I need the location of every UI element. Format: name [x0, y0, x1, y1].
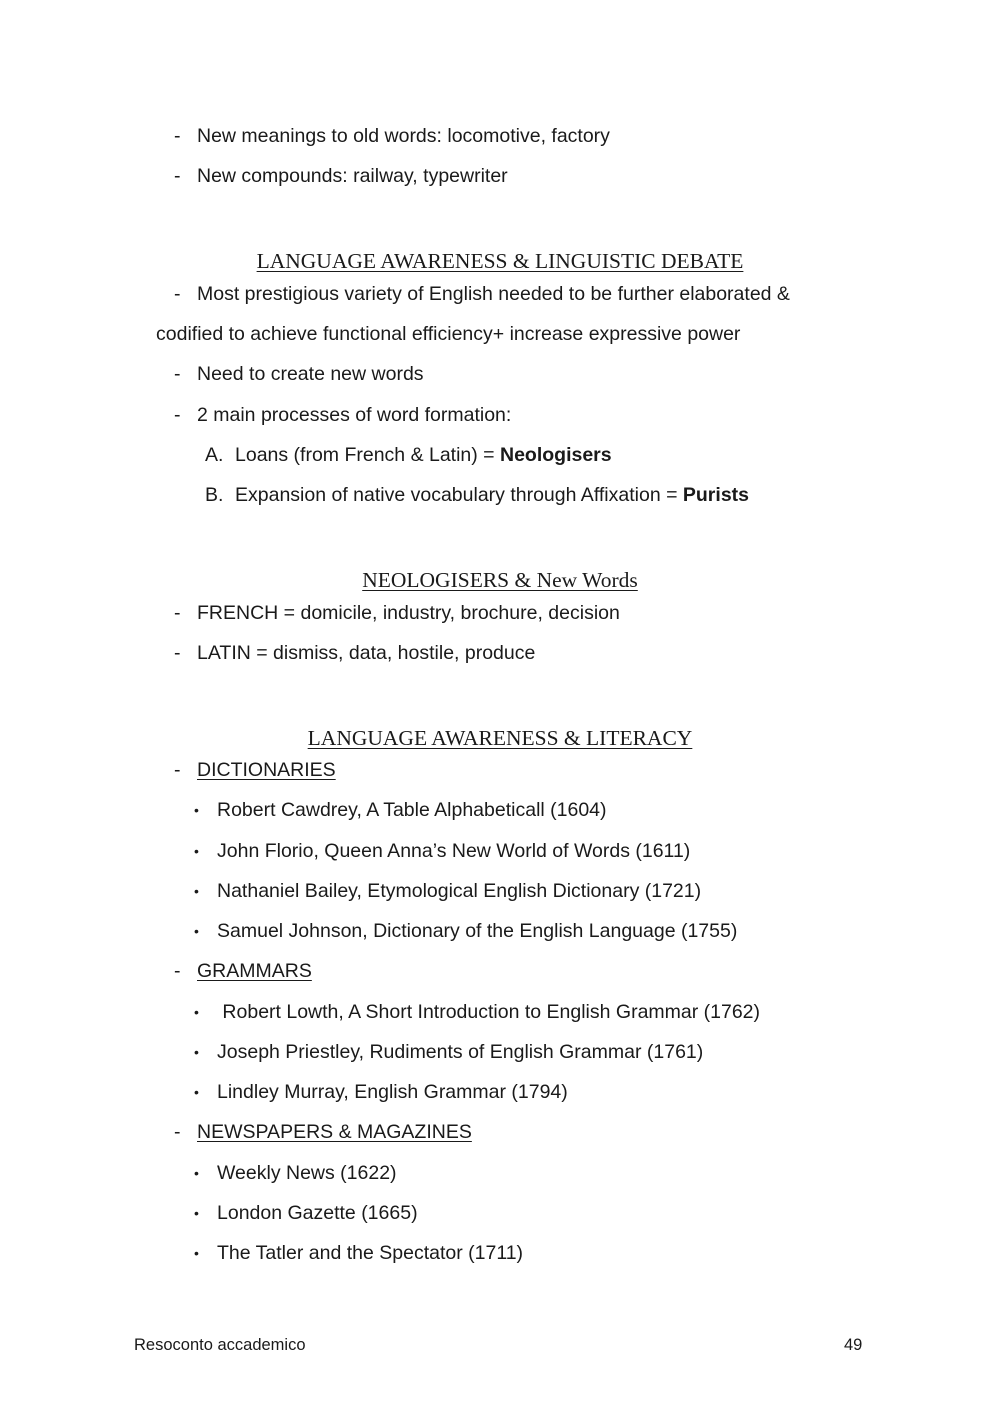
list-item-text: New compounds: railway, typewriter	[197, 165, 508, 187]
bullet-item-text: John Florio, Queen Anna’s New World of Words (1611)	[217, 840, 691, 862]
bullet-item-text: Nathaniel Bailey, Etymological English Dictionary (1721)	[217, 880, 702, 902]
dash-marker: -	[174, 283, 181, 305]
dash-marker: -	[174, 165, 181, 187]
list-item-text: New meanings to old words: locomotive, factory	[197, 125, 610, 147]
group-title: NEWSPAPERS & MAGAZINES	[197, 1121, 472, 1143]
alpha-marker: A.	[205, 444, 224, 466]
bold-term: Purists	[682, 484, 749, 506]
bullet-icon: •	[194, 1004, 199, 1020]
section-heading-text: LANGUAGE AWARENESS & LINGUISTIC DEBATE	[256, 249, 744, 273]
bullet-item-text: Weekly News (1622)	[217, 1162, 397, 1184]
bullet-item-text: Samuel Johnson, Dictionary of the English Language (1755)	[217, 920, 738, 942]
paragraph-line: codified to achieve functional efficiency+ increase expressive power	[156, 323, 741, 345]
page-number: 49	[844, 1336, 863, 1354]
section-heading	[0, 248, 1000, 274]
list-item-text: LATIN = dismiss, data, hostile, produce	[197, 642, 536, 664]
bullet-icon: •	[194, 802, 199, 818]
group-title: DICTIONARIES	[197, 759, 336, 781]
bullet-item-text: Lindley Murray, English Grammar (1794)	[217, 1081, 568, 1103]
section-heading-text: NEOLOGISERS & New Words	[362, 568, 638, 592]
bullet-icon: •	[194, 1205, 199, 1221]
bullet-item-text: Joseph Priestley, Rudiments of English Grammar (1761)	[217, 1041, 704, 1063]
sub-list-item-text	[235, 483, 749, 507]
bullet-icon: •	[194, 1245, 199, 1261]
section-heading	[0, 725, 1000, 751]
section-heading	[0, 567, 1000, 593]
section-heading-text: LANGUAGE AWARENESS & LITERACY	[307, 726, 693, 750]
dash-marker: -	[174, 125, 181, 147]
sub-item-text: Expansion of native vocabulary through Affixation =	[235, 484, 683, 506]
dash-marker: -	[174, 363, 181, 385]
bullet-icon: •	[194, 843, 199, 859]
list-item-text: FRENCH = domicile, industry, brochure, decision	[197, 602, 620, 624]
bullet-icon: •	[194, 1044, 199, 1060]
paragraph-line: Most prestigious variety of English needed to be further elaborated &	[197, 283, 790, 305]
bullet-icon: •	[194, 923, 199, 939]
sub-list-item-text	[235, 443, 612, 467]
bullet-icon: •	[194, 1084, 199, 1100]
sub-item-text: Loans (from French & Latin) =	[235, 444, 500, 466]
bullet-icon: •	[194, 1165, 199, 1181]
bullet-item-text: The Tatler and the Spectator (1711)	[217, 1242, 524, 1264]
bullet-item-text: Robert Cawdrey, A Table Alphabeticall (1604)	[217, 799, 607, 821]
list-item-text: Need to create new words	[197, 363, 424, 385]
footer-title: Resoconto accademico	[134, 1336, 306, 1354]
bullet-icon: •	[194, 883, 199, 899]
dash-marker: -	[174, 759, 181, 781]
dash-marker: -	[174, 1121, 181, 1143]
alpha-marker: B.	[205, 484, 224, 506]
dash-marker: -	[174, 642, 181, 664]
dash-marker: -	[174, 960, 181, 982]
dash-marker: -	[174, 602, 181, 624]
bullet-item-text: London Gazette (1665)	[217, 1202, 418, 1224]
group-title: GRAMMARS	[197, 960, 312, 982]
bold-term: Neologisers	[500, 444, 612, 466]
list-item-text: 2 main processes of word formation:	[197, 404, 512, 426]
dash-marker: -	[174, 404, 181, 426]
bullet-item-text: Robert Lowth, A Short Introduction to English Grammar (1762)	[217, 1001, 761, 1023]
